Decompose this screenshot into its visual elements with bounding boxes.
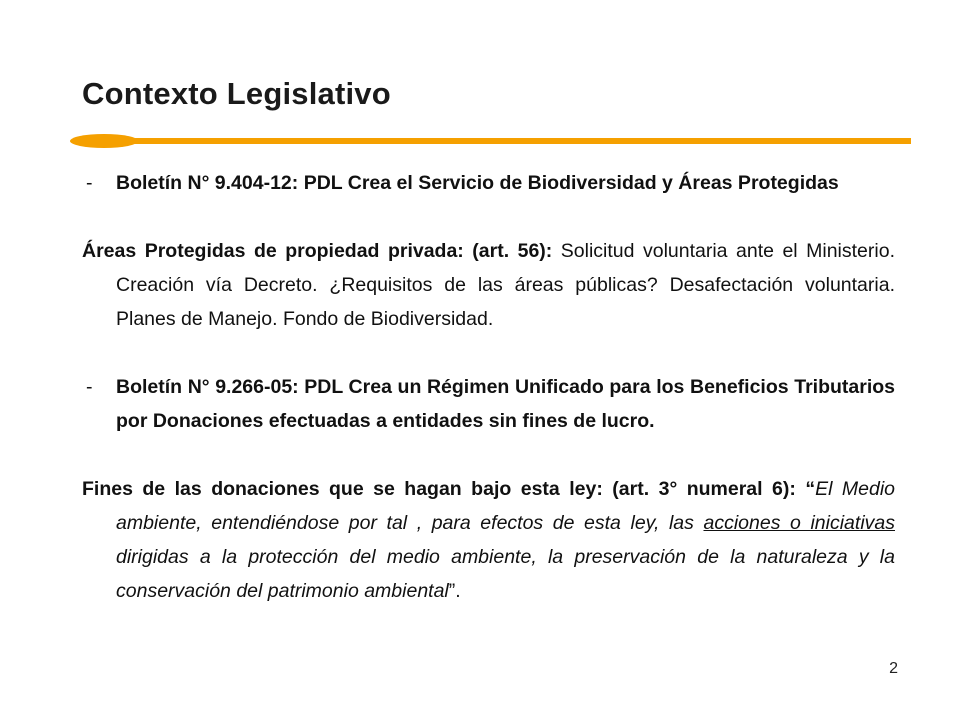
paragraph-lead: Áreas Protegidas de propiedad privada: (art. 56):	[82, 240, 553, 262]
quote-close-mark: ”.	[448, 580, 461, 602]
bullet-dash: -	[86, 172, 93, 194]
bullet-text: Boletín N° 9.266-05: PDL Crea un Régimen Unificado para los Beneficios Tributarios por Donaciones efectuadas a entidades sin fines de lucro.	[116, 376, 895, 432]
bullet-text: Boletín N° 9.404-12: PDL Crea el Servicio de Biodiversidad y Áreas Protegidas	[116, 172, 839, 194]
title-underline-rule	[68, 134, 911, 148]
slide-body	[82, 166, 895, 608]
quote-text-a: El Medio ambiente, entendiéndose por tal , para efectos de esta ley, las	[116, 478, 895, 534]
accent-bar	[68, 134, 911, 148]
quote-open-mark: “	[805, 478, 816, 500]
quote-text-b: dirigidas a la protección del medio ambiente, la preservación de la naturaleza y la conservación del patrimonio ambiental	[116, 546, 895, 602]
paragraph-areas-protegidas	[82, 234, 895, 336]
paragraph-text: Solicitud voluntaria ante el Ministerio. Creación vía Decreto. ¿Requisitos de las áreas públicas? Desafectación voluntaria. Planes de Manejo. Fondo de Biodiversidad.	[116, 240, 895, 330]
bullet-boletin-9404	[82, 166, 895, 200]
spacer	[82, 200, 895, 234]
spacer	[82, 438, 895, 472]
quote-text-underlined: acciones o iniciativas	[703, 512, 895, 534]
slide-title: Contexto Legislativo	[82, 76, 391, 111]
page-number: 2	[889, 660, 898, 677]
bullet-boletin-9266	[82, 370, 895, 438]
paragraph-fines-donaciones	[82, 472, 895, 608]
bullet-dash: -	[86, 376, 93, 398]
paragraph-lead: Fines de las donaciones que se hagan bajo esta ley: (art. 3° numeral 6):	[82, 478, 796, 500]
spacer	[82, 336, 895, 370]
